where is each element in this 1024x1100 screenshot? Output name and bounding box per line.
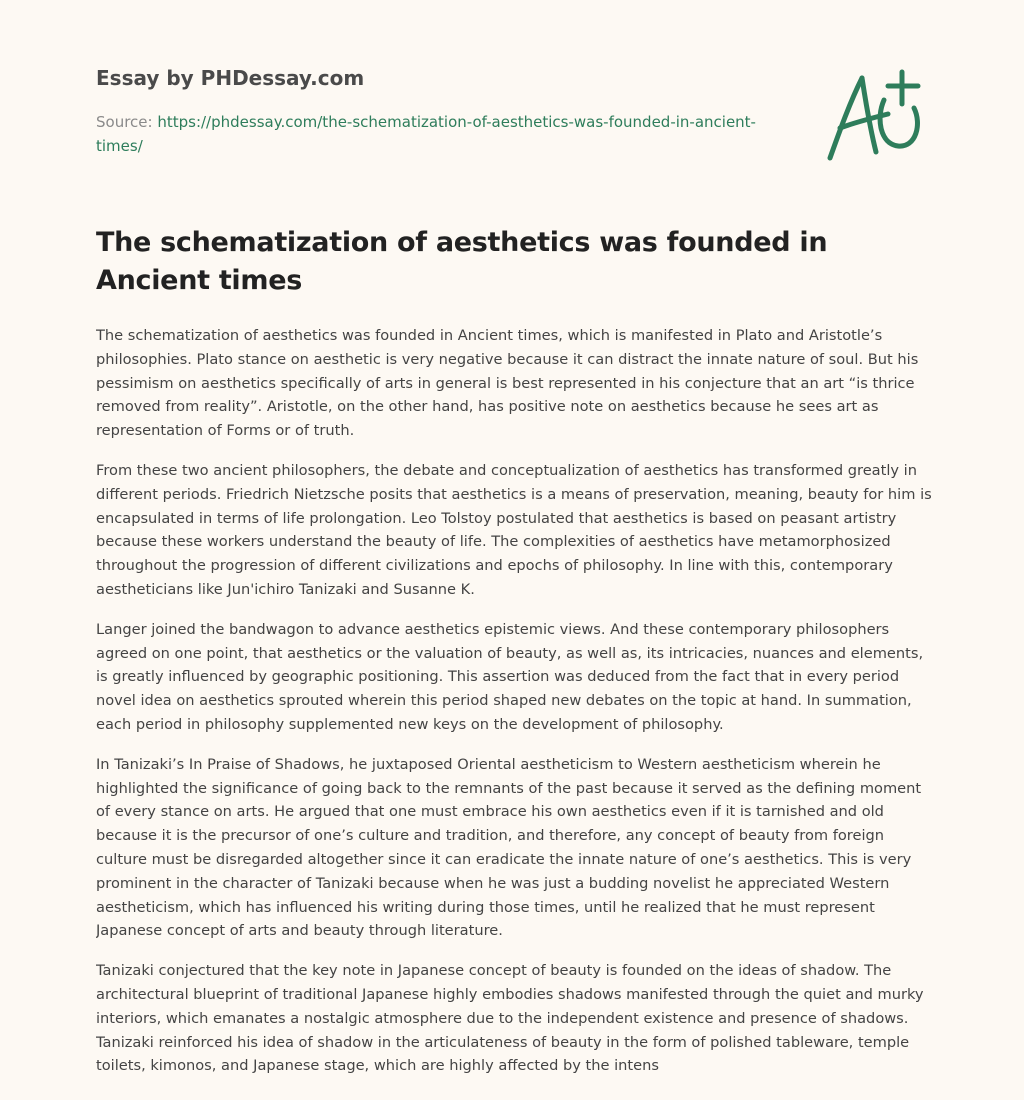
article-title: The schematization of aesthetics was founded in Ancient times xyxy=(96,227,828,296)
paragraph: In Tanizaki’s In Praise of Shadows, he juxtaposed Oriental aestheticism to Western aestheticism wherein he highlighted the significance of going back to the remnants of the past because it served as the defining moment of every stance on arts. He argued that one must embrace his own aesthetics even if it is tarnished and old because it is the precursor of one’s culture and tradition, and therefore, any concept of beauty from foreign culture must be disregarded altogether since it can eradicate the innate nature of one’s aesthetics. This is very prominent in the character of Tanizaki because when he was just a budding novelist he appreciated Western aestheticism, which has influenced his writing during those times, until he realized that he must represent Japanese concept of arts and beauty through literature. xyxy=(96,755,922,940)
paragraph: From these two ancient philosophers, the debate and conceptualization of aesthetics has transformed greatly in different periods. Friedrich Nietzsche posits that aesthetics is a means of preservation, meaning, beauty for him is encapsulated in terms of life prolongation. Leo Tolstoy postulated that aesthetics is based on peasant artistry because these workers understand the beauty of life. The complexities of aesthetics have metamorphosized throughout the progression of different civilizations and epochs of philosophy. In line with this, contemporary aestheticians like Jun'ichiro Tanizaki and Susanne K. xyxy=(96,461,932,598)
source-link[interactable]: https://phdessay.com/the-schematization-of-aesthetics-was-founded-in-ancient-times/ xyxy=(96,113,756,155)
source-line xyxy=(96,110,796,158)
paragraph: The schematization of aesthetics was founded in Ancient times, which is manifested in Plato and Aristotle’s philosophies. Plato stance on aesthetic is very negative because it can distract the innate nature of soul. But his pessimism on aesthetics specifically of arts in general is best represented in his conjecture that an art “is thrice removed from reality”. Aristotle, on the other hand, has positive note on aesthetics because he sees art as representation of Forms or of truth. xyxy=(96,327,919,440)
article-body xyxy=(96,324,932,1100)
paragraph: Tanizaki conjectured that the key note in Japanese concept of beauty is founded on the ideas of shadow. The architectural blueprint of traditional Japanese highly embodies shadows manifested through the quiet and murky interiors, which emanates a nostalgic atmosphere due to the independent existence and presence of shadows. Tanizaki reinforced his idea of shadow in the articulateness of beauty in the form of polished tableware, temple toilets, kimonos, and Japanese stage, which are highly affected by the intens xyxy=(96,962,924,1075)
page-header xyxy=(96,64,796,158)
source-label: Source: xyxy=(96,113,158,131)
site-title: Essay by PHDessay.com xyxy=(96,66,365,90)
a-plus-logo-icon xyxy=(822,66,932,166)
paragraph: Langer joined the bandwagon to advance aesthetics epistemic views. And these contemporary philosophers agreed on one point, that aesthetics or the valuation of beauty, as well as, its intricacies, nuances and elements, is greatly influenced by geographic positioning. This assertion was deduced from the fact that in every period novel idea on aesthetics sprouted wherein this period shaped new debates on the topic at hand. In summation, each period in philosophy supplemented new keys on the development of philosophy. xyxy=(96,620,924,733)
